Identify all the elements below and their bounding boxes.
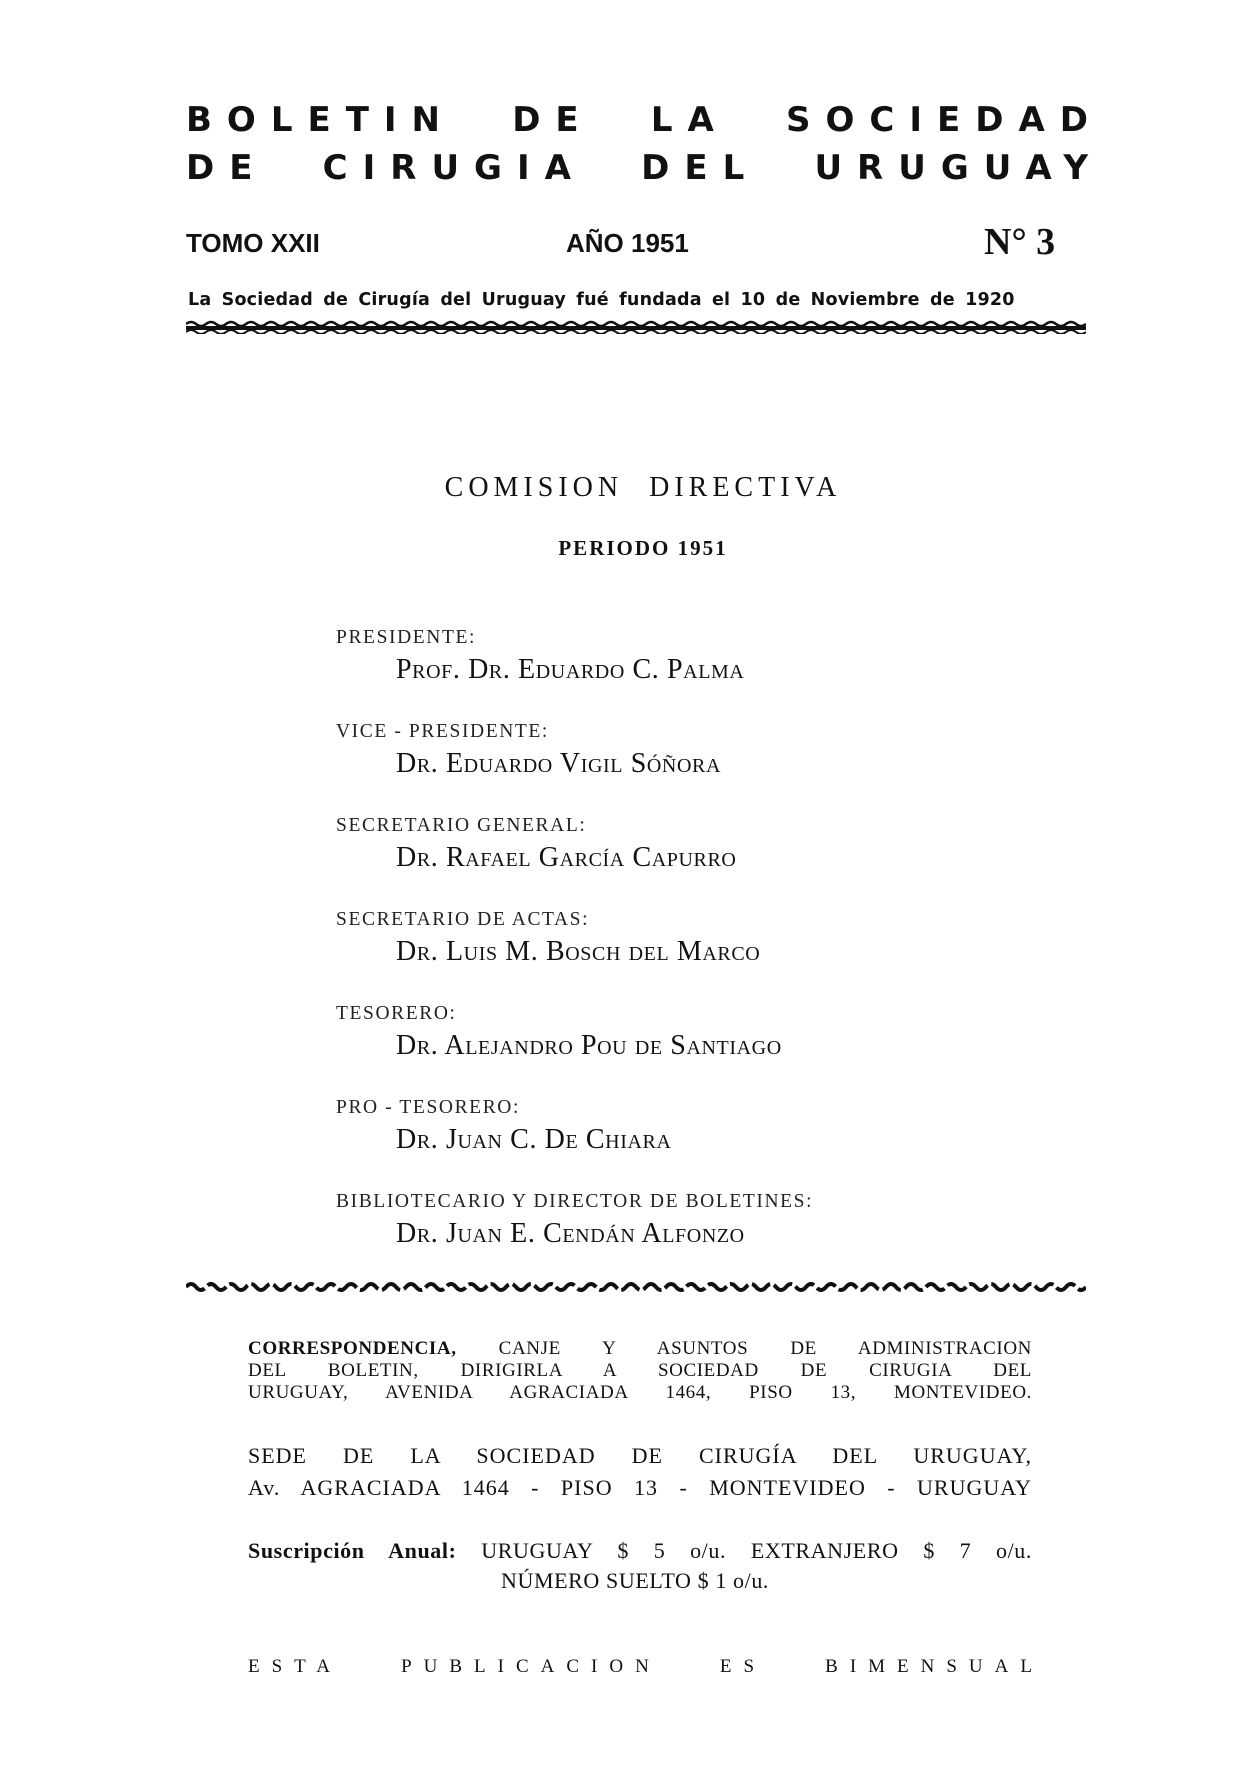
publication-frequency-note: [248, 1656, 1044, 1678]
officer-name: Dr. Luis M. Bosch del Marco: [396, 936, 761, 967]
masthead-word: DE: [186, 148, 268, 188]
masthead-title-line-2: [186, 148, 1103, 188]
officer-entry-treasurer: [336, 1002, 1096, 1096]
officer-role: PRESIDENTE:: [336, 627, 477, 648]
officer-name: Dr. Rafael García Capurro: [396, 842, 737, 873]
society-address: [248, 1440, 1032, 1504]
commission-period: PERIODO 1951: [558, 536, 728, 560]
masthead-word: DE: [512, 100, 594, 140]
year-label: AÑO 1951: [566, 228, 689, 258]
note-word: ESTA: [248, 1656, 342, 1677]
officer-role: VICE - PRESIDENTE:: [336, 721, 549, 742]
officer-entry-general-secretary: [336, 814, 1096, 908]
subscription-info: [248, 1536, 1032, 1596]
officer-name: Dr. Juan C. De Chiara: [396, 1124, 672, 1155]
officer-role: SECRETARIO GENERAL:: [336, 815, 587, 836]
officer-name: Dr. Alejandro Pou de Santiago: [396, 1030, 782, 1061]
officer-role: BIBLIOTECARIO Y DIRECTOR DE BOLETINES:: [336, 1191, 814, 1212]
issue-number: N° 3: [984, 221, 1056, 263]
officer-role: SECRETARIO DE ACTAS:: [336, 909, 590, 930]
officer-name: Dr. Juan E. Cendán Alfonzo: [396, 1218, 745, 1249]
correspondence-label: CORRESPONDENCIA,: [248, 1338, 457, 1359]
officer-role: TESORERO:: [336, 1003, 457, 1024]
officer-entry-minutes-secretary: [336, 908, 1096, 1002]
masthead-word: CIRUGIA: [322, 148, 586, 188]
masthead-word: URUGUAY: [814, 148, 1103, 188]
correspondence-line-3: URUGUAY, AVENIDA AGRACIADA 1464, PISO 13, MONTEVIDEO.: [248, 1382, 1032, 1403]
note-word: BIMENSUAL: [825, 1656, 1044, 1677]
ornamental-rule-top: [186, 320, 1086, 334]
correspondence-notice: [248, 1338, 1032, 1404]
subscription-line-1: [248, 1536, 1032, 1566]
subscription-label: Suscripción Anual:: [248, 1538, 457, 1563]
officers-list: [336, 626, 1096, 1284]
correspondence-line-1: [248, 1338, 1032, 1360]
officer-entry-librarian: [336, 1190, 1096, 1284]
subscription-line-2: NÚMERO SUELTO $ 1 o/u.: [500, 1568, 770, 1593]
masthead-word: LA: [650, 100, 729, 140]
wavy-rule-graphic: [186, 320, 1086, 334]
officer-entry-vice-president: [336, 720, 1096, 814]
officer-entry-president: [336, 626, 1096, 720]
officer-name: Dr. Eduardo Vigil Sóñora: [396, 748, 722, 779]
masthead-title-line-1: [186, 100, 1103, 140]
masthead-word: DEL: [641, 148, 760, 188]
masthead-word: SOCIEDAD: [786, 100, 1103, 140]
wavy-rule-graphic: [186, 1280, 1086, 1294]
commission-heading: COMISION DIRECTIVA: [444, 472, 842, 503]
volume-label: TOMO XXII: [186, 228, 320, 258]
officer-name: Prof. Dr. Eduardo C. Palma: [396, 654, 745, 685]
correspondence-text: CANJE Y ASUNTOS DE ADMINISTRACION: [498, 1338, 1032, 1359]
address-line-1: SEDE DE LA SOCIEDAD DE CIRUGÍA DEL URUGUAY,: [248, 1443, 1032, 1468]
masthead-word: BOLETIN: [186, 100, 456, 140]
note-word: ES: [719, 1656, 767, 1677]
ornamental-rule-bottom: [186, 1280, 1086, 1294]
founding-note: La Sociedad de Cirugía del Uruguay fué fundada el 10 de Noviembre de 1920: [188, 290, 1015, 310]
note-word: PUBLICACION: [401, 1656, 661, 1677]
officer-role: PRO - TESORERO:: [336, 1097, 520, 1118]
officer-entry-pro-treasurer: [336, 1096, 1096, 1190]
correspondence-line-2: DEL BOLETIN, DIRIGIRLA A SOCIEDAD DE CIRUGIA DEL: [248, 1360, 1032, 1381]
subscription-prices: URUGUAY $ 5 o/u. EXTRANJERO $ 7 o/u.: [481, 1538, 1033, 1563]
address-line-2: Av. AGRACIADA 1464 - PISO 13 - MONTEVIDEO - URUGUAY: [248, 1475, 1032, 1500]
